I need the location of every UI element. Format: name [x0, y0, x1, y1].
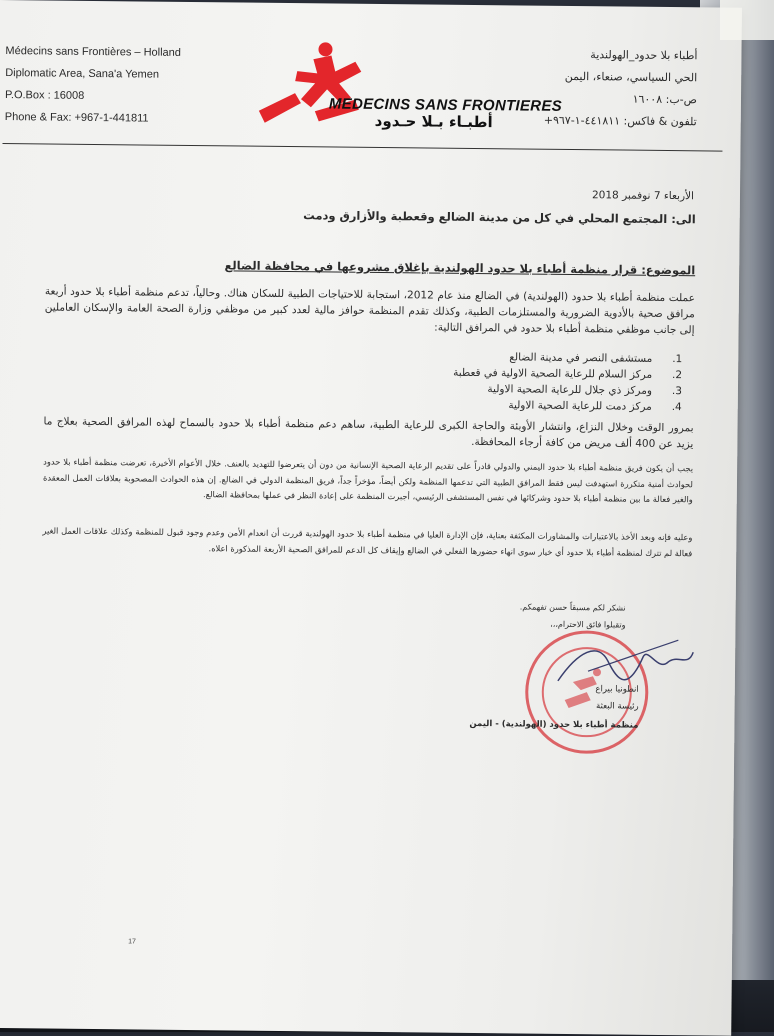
header-phone-ar: تلفون & فاكس: ٤٤١٨١١-١-٩٦٧+ [543, 113, 697, 129]
closing-regards: وتقبلوا فائق الاحترام،،، [550, 619, 626, 630]
header-pobox-en: P.O.Box : 16008 [4, 89, 85, 102]
header-phone-en: Phone & Fax: +967-1-441811 [4, 111, 149, 125]
list-item: 3. ومركز ذي جلال للرعاية الصحية الاولية [487, 383, 683, 398]
header-divider [2, 143, 722, 152]
logo-name-en: MEDECINS SANS FRONTIERES [328, 95, 563, 115]
signer-name: انطونيا بيراع [595, 684, 639, 695]
list-item: 4. مركز دمت للرعاية الصحية الاولية [508, 399, 682, 414]
tape-strip [720, 0, 774, 40]
header-org-en: Médecins sans Frontières – Holland [5, 45, 182, 59]
header-pobox-ar: ص-ب: ١٦٠٠٨ [632, 92, 698, 107]
signer-organization: منظمة أطباء بلا حدود (الهولندية) - اليمن [469, 718, 639, 731]
header-address-ar: الحي السياسي، صنعاء، اليمن [564, 69, 698, 85]
paragraph-2: بمرور الوقت وخلال النزاع، وانتشار الأوبئة والحاجة الكبرى للرعاية الطبية، ساهم دعم منظمة أطباء بلا حدود بالسماح لهذه المرافق الصحية بعلاج ما يزيد عن 400 ألف مريض من كافة أرجاء المحافظة. [43, 415, 694, 451]
paragraph-3: يجب أن يكون فريق منظمة أطباء بلا حدود اليمني والدولي قادراً على تقديم الرعاية الصحية الإنسانية من دون أن يتعرضوا للتهديد بالعنف. خلال الأعوام الأخيرة، تعرضت منظمة أطباء بلا حدود لحوادث أمنية متكررة استهدفت ليس فقط المرافق الطبية التي تدعمها المنظمة ولكن أيضاً، مؤخراً جداً، فريق المنظمة الدولي في الضالع. إن هذه الحوادث المصحوبة بعلاقات العمل المعقدة والغير فعالة ما بين منظمة أطباء بلا حدود وشركائها في نفس المستشفى الرئيسي، أجبرت المنظمة على إعادة النظر في عملها بمحافظة الضالع. [42, 456, 694, 505]
paragraph-4: وعليه فإنه وبعد الأخذ بالاعتبارات والمشاورات المكثفة بعناية، فإن الإدارة العليا في منظمة أطباء بلا حدود الهولندية قررت أن انعدام الأمن وعدم وجود قبول للمنظمة وكذلك علاقات العمل الغير فعالة لم تترك لمنظمة أطباء بلا حدود أي خيار سوى انهاء حضورها الفعلي في الضالع وإيقاف كل الدعم للمرافق الصحية الأربعة المذكورة اعلاه. [42, 525, 693, 558]
header-left [5, 40, 246, 131]
signer-title: رئيسة البعثة [595, 701, 639, 712]
closing-thanks: نشكر لكم مسبقاً حسن تفهمكم. [519, 602, 626, 613]
page-number: 17 [128, 938, 136, 946]
letter-subject: الموضوع: قرار منظمة أطباء بلا حدود الهولندية بإغلاق مشروعها في محافظة الضالع [224, 258, 696, 278]
paragraph-1: عملت منظمة أطباء بلا حدود (الهولندية) في الضالع منذ عام 2012، استجابة للاحتياجات الطبية للسكان هناك. وحالياً، تدعم منظمة أطباء بلا حدود أربعة مرافق صحية بالأدوية الضرورية والمستلزمات الطبية، وكذلك تقدم المنظمة حوافز مالية لعدد كبير من موظفي وزارة الصحة العامة والإسكان العاملين إلى جانب موظفي منظمة أطباء بلا حدود في المرافق التالية: [44, 285, 695, 337]
facilities-list [382, 348, 683, 415]
letter-recipient: الى: المجتمع المحلي في كل من مدينة الضالع وقعطبة والأزارق ودمت [303, 208, 696, 227]
header-address-en: Diplomatic Area, Sana'a Yemen [5, 67, 160, 81]
logo-name-ar: أطبـاء بـلا حـدود [374, 111, 493, 132]
list-item: 1. مستشفى النصر في مدينة الضالع [509, 351, 683, 366]
header-org-ar: أطباء بلا حدود_الهولندية [590, 48, 698, 63]
letter-date: الأربعاء 7 نوفمبر 2018 [591, 189, 695, 203]
list-item: 2. مركز السلام للرعاية الصحية الاولية في قعطبة [453, 366, 683, 382]
